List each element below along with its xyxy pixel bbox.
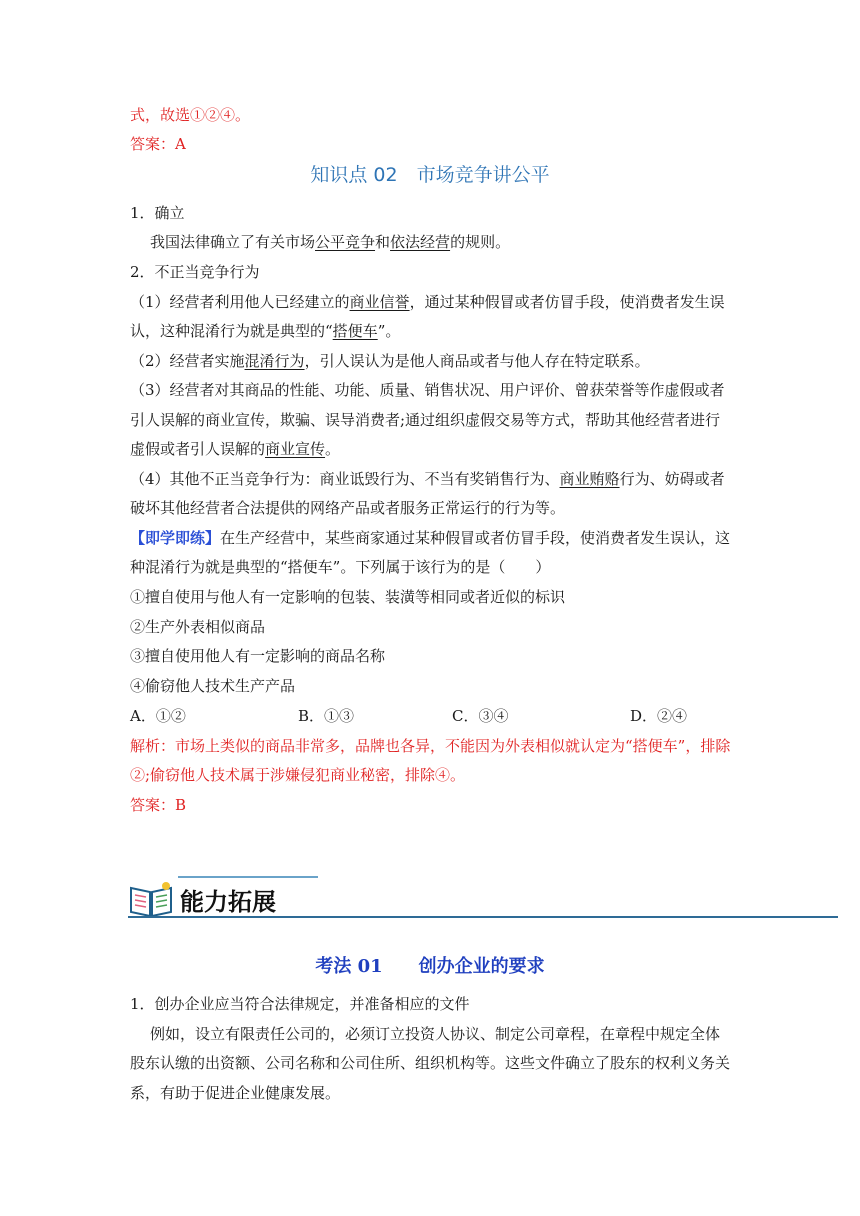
exercise-tag: 【即学即练】 [130,529,221,547]
option-d: D．②④ [630,707,688,725]
requirement-heading: 1．创办企业应当符合法律规定，并准备相应的文件 [130,995,470,1013]
paragraph-establish: 我国法律确立了有关市场公平竞争和依法经营的规则。 [150,233,511,251]
keyword-fair-competition: 公平竞争 [315,233,376,251]
choice-4: ④偷窃他人技术生产产品 [130,677,296,695]
subheading-unfair-competition: 2．不正当竞争行为 [130,263,260,281]
section-heading-knowledge-02: 知识点 02 市场竞争讲公平 [310,164,550,186]
item-1-line-2: 认，这种混淆行为就是典型的“搭便车”。 [130,322,401,340]
banner-divider [128,916,838,918]
keyword-free-ride: 搭便车 [332,322,378,340]
banner-accent-line [178,876,318,878]
previous-analysis-tail: 式，故选①②④。 [130,106,251,124]
subheading-establish: 1．确立 [130,204,185,222]
option-a: A．①② [130,707,186,725]
item-3-line-2: 引人误解的商业宣传，欺骗、误导消费者;通过组织虚假交易等方式，帮助其他经营者进行 [130,411,721,429]
previous-answer: 答案：A [130,135,186,153]
choice-3: ③擅自使用他人有一定影响的商品名称 [130,647,386,665]
keyword-lawful-operation: 依法经营 [390,233,451,251]
answer: 答案：B [130,796,187,814]
section-heading-method-01: 考法 01 创办企业的要求 [315,956,545,977]
keyword-commercial-bribery: 商业贿赂 [559,470,620,488]
keyword-business-reputation: 商业信誉 [349,293,410,311]
item-3-line-3: 虚假或者引人误解的商业宣传。 [130,440,341,458]
item-1-line-1: （1）经营者利用他人已经建立的商业信誉，通过某种假冒或者仿冒手段，使消费者发生误 [130,293,725,311]
choice-2: ②生产外表相似商品 [130,618,266,636]
requirement-paragraph-line-1: 例如，设立有限责任公司的，必须订立投资人协议、制定公司章程，在章程中规定全体 [150,1025,721,1043]
keyword-business-publicity: 商业宣传 [265,440,326,458]
item-3-line-1: （3）经营者对其商品的性能、功能、质量、销售状况、用户评价、曾获荣誉等作虚假或者 [130,381,725,399]
item-2: （2）经营者实施混淆行为，引人误认为是他人商品或者与他人存在特定联系。 [130,352,650,370]
analysis-line-2: ②;偷窃他人技术属于涉嫌侵犯商业秘密，排除④。 [130,766,466,784]
requirement-paragraph-line-3: 系，有助于促进企业健康发展。 [130,1084,341,1102]
item-4-line-2: 破坏其他经营者合法提供的网络产品或者服务正常运行的行为等。 [130,499,566,517]
open-book-icon [128,880,174,918]
requirement-paragraph-line-2: 股东认缴的出资额、公司名称和公司住所、组织机构等。这些文件确立了股东的权利义务关 [130,1054,731,1072]
exercise-line-1: 【即学即练】在生产经营中，某些商家通过某种假冒或者仿冒手段，使消费者发生误认，这 [130,529,731,547]
keyword-confusion-behavior: 混淆行为 [244,352,305,370]
choice-1: ①擅自使用与他人有一定影响的包装、装潢等相同或者近似的标识 [130,588,566,606]
exercise-line-2: 种混淆行为就是典型的“搭便车”。下列属于该行为的是（ ） [130,558,551,576]
item-4-line-1: （4）其他不正当竞争行为：商业诋毁行为、不当有奖销售行为、商业贿赂行为、妨碍或者 [130,470,725,488]
banner-title: 能力拓展 [180,888,276,916]
option-b: B．①③ [298,707,355,725]
section-banner [128,872,838,922]
option-c: C．③④ [452,707,509,725]
analysis-line-1: 解析：市场上类似的商品非常多，品牌也各异，不能因为外表相似就认定为“搭便车”，排除 [130,737,731,755]
